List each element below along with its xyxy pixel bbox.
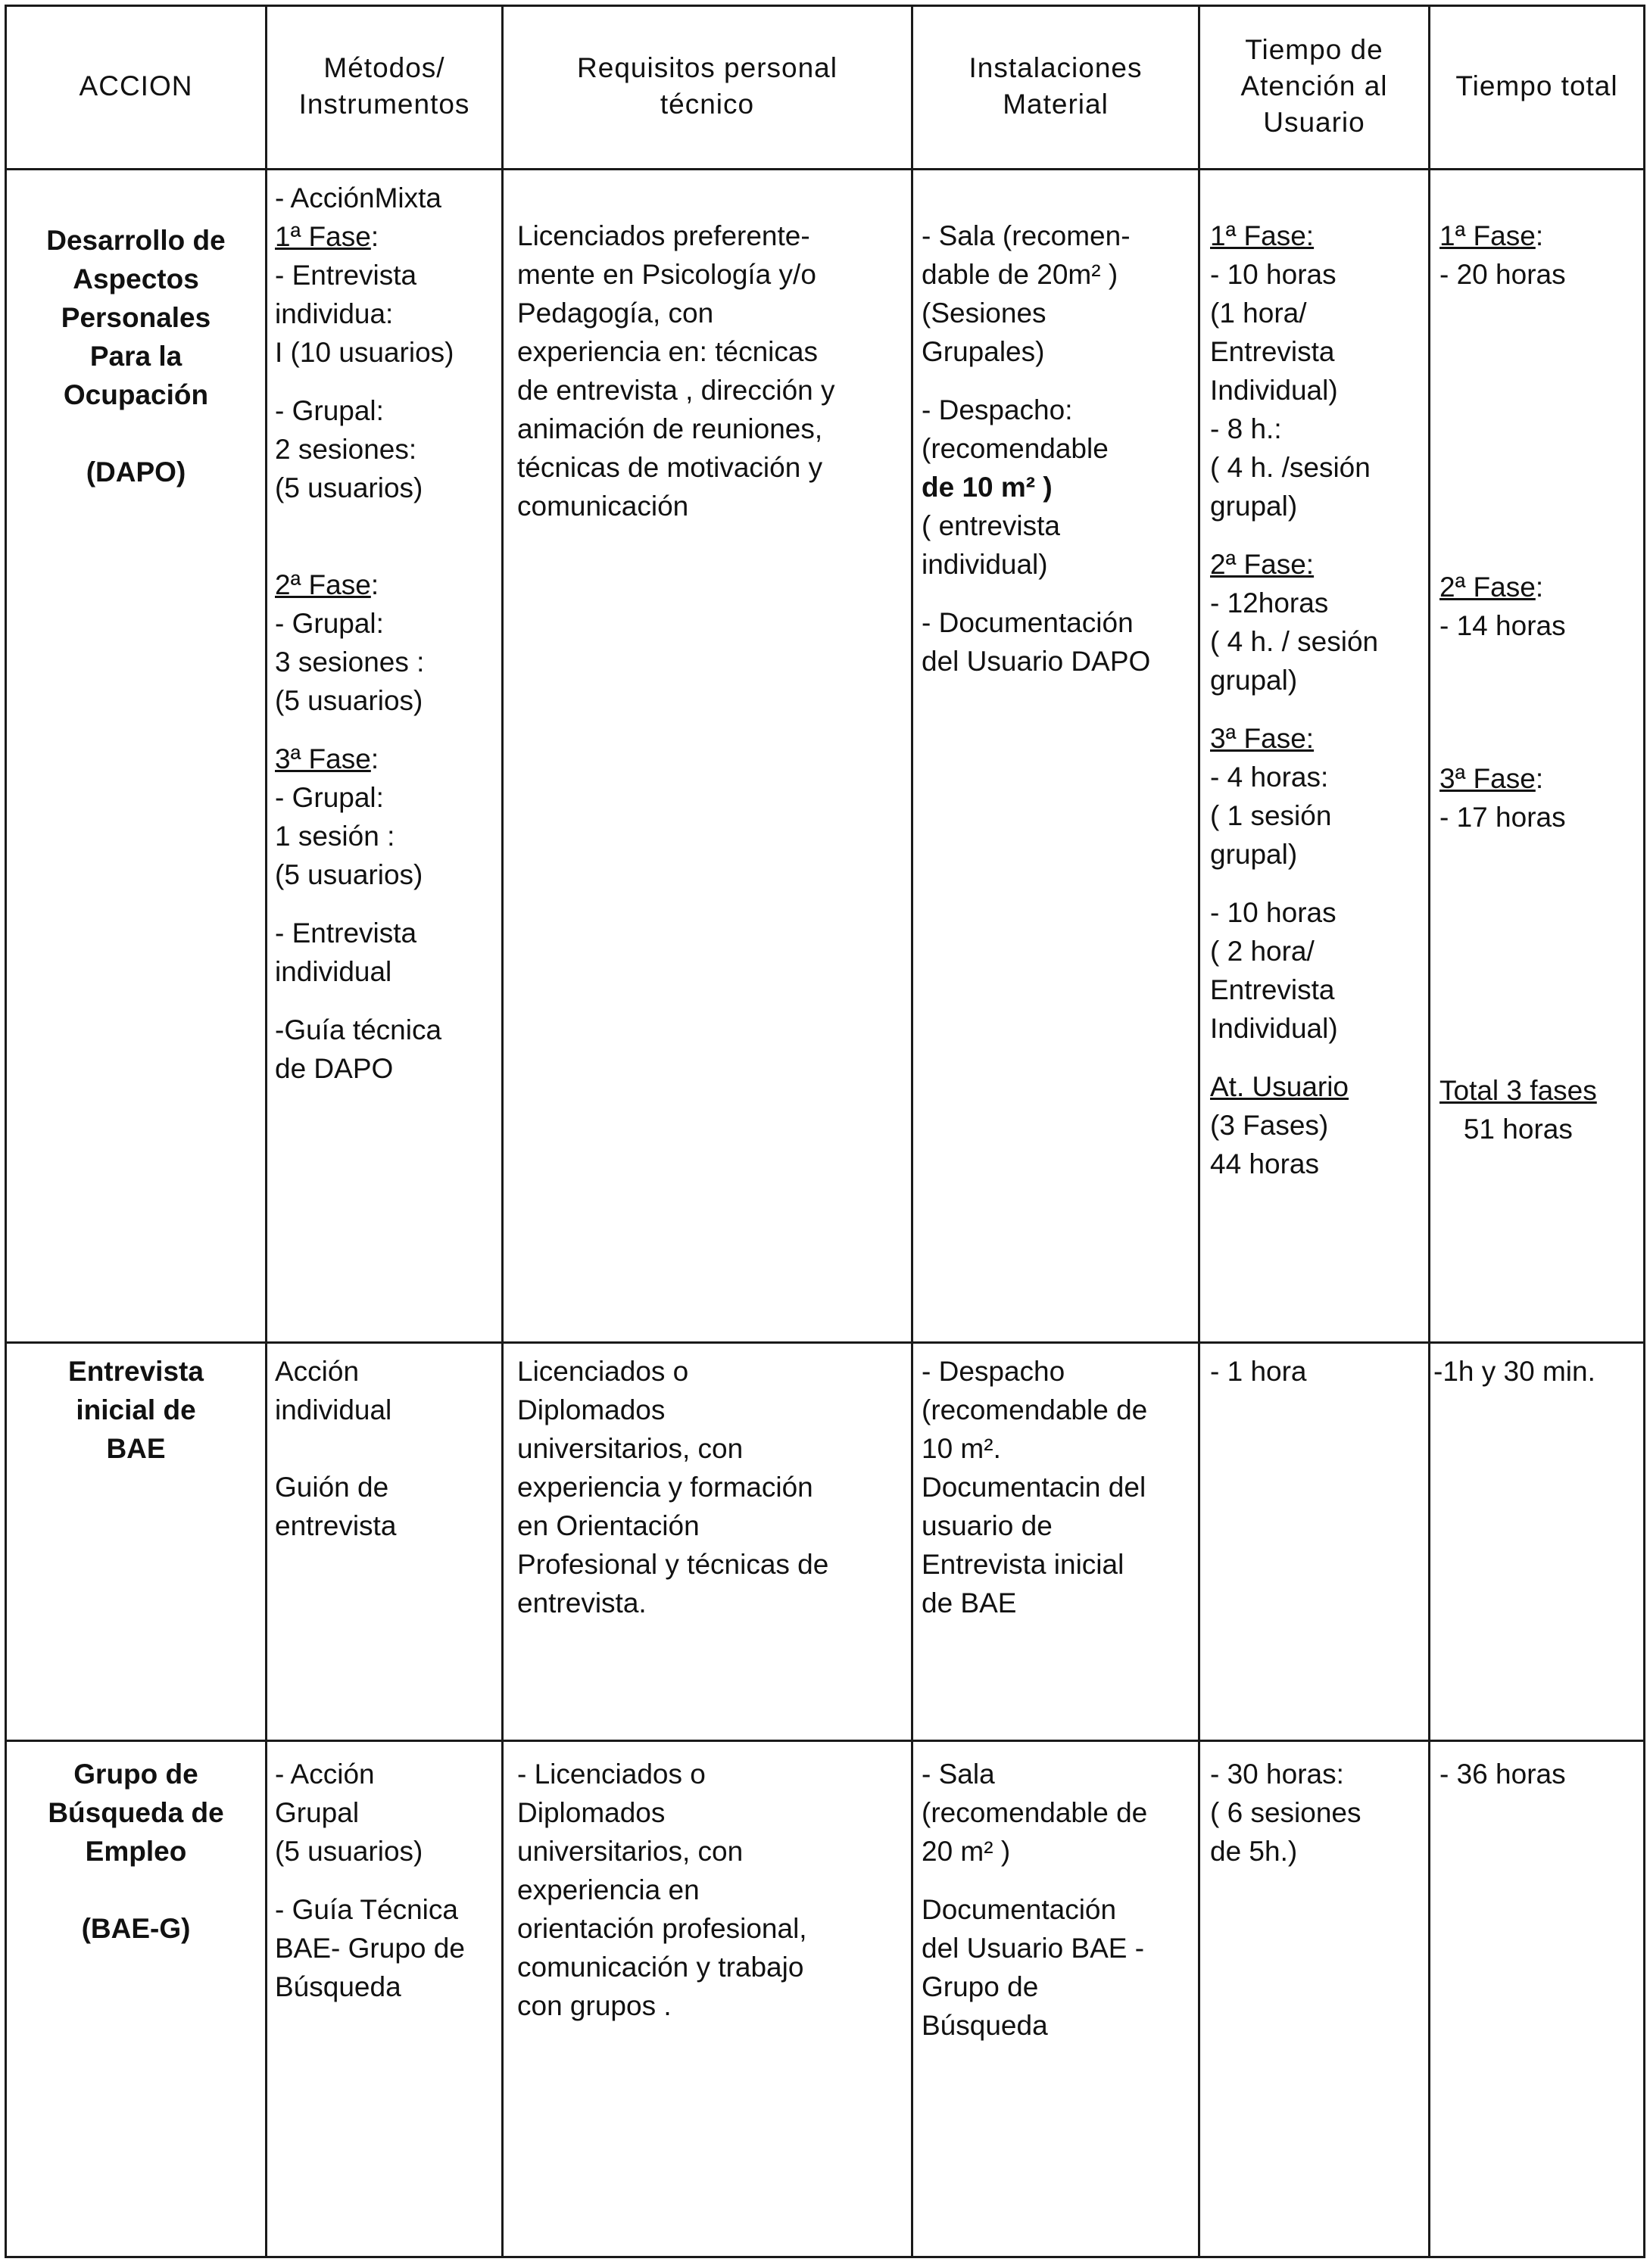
row1-metodos-fase2 — [275, 565, 454, 604]
row3-instalaciones-line: 20 m² ) — [922, 1836, 1011, 1867]
row1-requisitos-line: animación de reuniones, — [517, 413, 823, 444]
row1-instalaciones-line: - Despacho: — [922, 394, 1073, 425]
spacer — [275, 372, 454, 391]
row1-requisitos-line: comunicación — [517, 491, 689, 522]
row2-total-value: -1h y 30 min. — [1433, 1356, 1595, 1387]
header-instalaciones — [913, 6, 1198, 167]
spacer — [275, 991, 454, 1011]
row1-metodos-line: individual — [275, 956, 392, 987]
header-metodos-line: Instrumentos — [298, 89, 470, 120]
spacer — [275, 507, 454, 546]
row2-accion-line: Entrevista — [68, 1356, 204, 1387]
spacer — [7, 1871, 265, 1909]
row3-requisitos — [517, 1755, 807, 2025]
row1-metodos-line: 3 sesiones : — [275, 646, 425, 678]
fase-colon: : — [1535, 572, 1544, 603]
row1-metodos-line: 1 sesión : — [275, 821, 395, 852]
row2-instalaciones-line: (recomendable de — [922, 1394, 1148, 1425]
row1-atencion-line: ( 1 sesión — [1210, 800, 1332, 831]
row1-requisitos-line: experiencia en: técnicas — [517, 336, 818, 367]
header-requisitos-line: Requisitos personal — [577, 52, 837, 83]
row1-instalaciones-line: - Documentación — [922, 607, 1134, 638]
row2-metodos-line: Guión de — [275, 1472, 389, 1503]
row1-atencion-line: Individual) — [1210, 1013, 1338, 1044]
header-tiempo-atencion-line: Tiempo de — [1245, 34, 1383, 65]
header-accion-label: ACCION — [79, 70, 193, 101]
row1-instalaciones-line: ( entrevista — [922, 510, 1061, 541]
header-tiempo-atencion — [1200, 6, 1428, 167]
row3-metodos-line: BAE- Grupo de — [275, 1933, 465, 1964]
col-divider-5 — [1428, 5, 1430, 2258]
row3-metodos-line: Búsqueda — [275, 1971, 401, 2002]
header-tiempo-atencion-line: Atención al — [1240, 70, 1388, 101]
header-instalaciones-line: Instalaciones — [968, 52, 1143, 83]
row2-requisitos-line: entrevista. — [517, 1587, 647, 1618]
row3-accion-line: Grupo de — [73, 1759, 198, 1790]
row1-accion-line: Aspectos — [73, 263, 199, 294]
row3-requisitos-line: con grupos . — [517, 1990, 672, 2021]
row2-requisitos-line: experiencia y formación — [517, 1472, 813, 1503]
row2-requisitos-line: en Orientación — [517, 1510, 700, 1541]
row1-requisitos-line: Pedagogía, con — [517, 298, 714, 329]
row3-requisitos-line: comunicación y trabajo — [517, 1952, 804, 1983]
row2-instalaciones-line: Entrevista inicial — [922, 1549, 1124, 1580]
row1-metodos-line: - Grupal: — [275, 608, 384, 639]
fase-label: 3ª Fase — [1439, 763, 1536, 794]
table-border-right — [1643, 5, 1645, 2258]
row1-instalaciones-line: (Sesiones — [922, 298, 1046, 329]
row1-tiempo-total-f1 — [1439, 217, 1566, 294]
row1-atencion-line: ( 4 h. / sesión — [1210, 626, 1379, 657]
fase-label: 2ª Fase — [1439, 572, 1536, 603]
spacer — [275, 546, 454, 565]
row1-instalaciones-line: Grupales) — [922, 336, 1045, 367]
total-value: 51 horas — [1463, 1114, 1573, 1145]
row1-atencion-line: - 10 horas — [1210, 897, 1337, 928]
row2-accion-line: BAE — [106, 1433, 166, 1464]
row2-instalaciones-line: de BAE — [922, 1587, 1017, 1618]
row3-metodos-line: - Guía Técnica — [275, 1894, 458, 1925]
row1-tiempo-total-sum — [1439, 1071, 1597, 1148]
row1-metodos — [275, 179, 454, 1088]
header-requisitos — [504, 6, 911, 167]
row2-requisitos-line: Diplomados — [517, 1394, 666, 1425]
row1-metodos-line: - Grupal: — [275, 782, 384, 813]
row1-accion-line: (DAPO) — [86, 456, 186, 488]
row2-tiempo-total — [1433, 1352, 1595, 1391]
row3-atencion-line: - 30 horas: — [1210, 1759, 1344, 1790]
row1-requisitos-line: mente en Psicología y/o — [517, 259, 816, 290]
row1-instalaciones-line: del Usuario DAPO — [922, 646, 1151, 677]
col-divider-3 — [911, 5, 913, 2258]
row1-metodos-line: - Entrevista — [275, 260, 417, 291]
row3-requisitos-line: orientación profesional, — [517, 1913, 807, 1944]
header-tiempo-atencion-line: Usuario — [1263, 107, 1365, 138]
row1-metodos-line: individua: — [275, 298, 394, 329]
row1-instalaciones-line: de 10 m² ) — [922, 472, 1053, 503]
row2-metodos-line: individual — [275, 1394, 392, 1425]
row1-tiempo-total-f3 — [1439, 759, 1566, 836]
row1-metodos-fase1 — [275, 217, 454, 256]
row3-instalaciones — [922, 1755, 1147, 2045]
row2-instalaciones-line: Documentacin del — [922, 1472, 1146, 1503]
row2-metodos — [275, 1352, 396, 1545]
row3-accion-line: (BAE-G) — [81, 1913, 191, 1944]
row3-requisitos-line: Diplomados — [517, 1797, 666, 1828]
row2-instalaciones-line: usuario de — [922, 1510, 1053, 1541]
fase-colon: : — [370, 743, 379, 774]
row-divider-2 — [5, 1740, 1645, 1742]
row3-tiempo-atencion — [1210, 1755, 1361, 1871]
row3-metodos-line: Grupal — [275, 1797, 360, 1828]
header-metodos-line: Métodos/ — [323, 52, 445, 83]
row3-accion-line: Búsqueda de — [48, 1797, 224, 1828]
row2-accion — [7, 1352, 265, 1468]
spacer — [1210, 874, 1378, 893]
row1-atencion-line: - 8 h.: — [1210, 413, 1282, 444]
row3-atencion-line: de 5h.) — [1210, 1836, 1298, 1867]
row1-instalaciones-line: individual) — [922, 549, 1048, 580]
row-divider-1 — [5, 1341, 1645, 1344]
row1-metodos-line: 2 sesiones: — [275, 434, 417, 465]
row3-requisitos-line: - Licenciados o — [517, 1759, 706, 1790]
row1-requisitos-line: Licenciados preferente- — [517, 220, 810, 251]
row3-accion — [7, 1755, 265, 1948]
spacer — [275, 894, 454, 914]
row1-atencion-line: Entrevista — [1210, 336, 1335, 367]
row2-requisitos-line: universitarios, con — [517, 1433, 744, 1464]
row1-atencion-line: (3 Fases) — [1210, 1110, 1329, 1141]
row2-instalaciones — [922, 1352, 1147, 1622]
row3-requisitos-line: universitarios, con — [517, 1836, 744, 1867]
row1-accion-line: Personales — [61, 302, 211, 333]
fase-colon: : — [1535, 220, 1544, 251]
row1-atencion-line: ( 4 h. /sesión — [1210, 452, 1371, 483]
row1-tiempo-total-f2 — [1439, 568, 1566, 645]
col-divider-1 — [265, 5, 267, 2258]
header-accion — [7, 6, 265, 167]
header-metodos — [267, 6, 501, 167]
row3-atencion-line: ( 6 sesiones — [1210, 1797, 1361, 1828]
row3-instalaciones-line: Grupo de — [922, 1971, 1039, 2002]
row1-accion — [7, 221, 265, 491]
row3-instalaciones-line: del Usuario BAE - — [922, 1933, 1145, 1964]
spacer — [1210, 699, 1378, 719]
row3-accion-line: Empleo — [85, 1836, 187, 1867]
fase-colon: : — [370, 569, 379, 600]
row1-atencion-line: - 4 horas: — [1210, 762, 1329, 793]
row3-metodos-line: (5 usuarios) — [275, 1836, 423, 1867]
row1-atencion-line: Entrevista — [1210, 974, 1335, 1005]
fase-label: 3ª Fase — [275, 743, 371, 774]
fase-colon: : — [1535, 763, 1544, 794]
total-value: - 20 horas — [1439, 259, 1566, 290]
row1-atencion-line: 44 horas — [1210, 1148, 1319, 1179]
fase-label: 1ª Fase: — [1210, 220, 1315, 251]
row1-metodos-line: (5 usuarios) — [275, 685, 423, 716]
row1-metodos-fase3 — [275, 740, 454, 778]
row1-atencion-line: grupal) — [1210, 839, 1298, 870]
header-requisitos-line: técnico — [660, 89, 755, 120]
total-fases-label: Total 3 fases — [1439, 1075, 1597, 1106]
spacer — [922, 371, 1150, 391]
header-divider — [5, 168, 1645, 170]
spacer — [922, 584, 1150, 603]
row3-instalaciones-line: - Sala — [922, 1759, 995, 1790]
row3-requisitos-line: experiencia en — [517, 1874, 700, 1905]
col-divider-2 — [501, 5, 504, 2258]
row1-metodos-line: (5 usuarios) — [275, 472, 423, 503]
row1-atencion-line: ( 2 hora/ — [1210, 936, 1315, 967]
fase-label: 2ª Fase — [275, 569, 371, 600]
row1-metodos-line: - Entrevista — [275, 917, 417, 949]
row3-tiempo-total — [1439, 1755, 1566, 1793]
row1-metodos-line: -Guía técnica — [275, 1014, 442, 1045]
row1-requisitos-line: de entrevista , dirección y — [517, 375, 835, 406]
row2-requisitos-line: Licenciados o — [517, 1356, 689, 1387]
row1-atencion-line: - 12horas — [1210, 587, 1329, 618]
row2-requisitos — [517, 1352, 828, 1622]
row1-atencion-line: grupal) — [1210, 665, 1298, 696]
row3-total-value: - 36 horas — [1439, 1759, 1566, 1790]
header-tiempo-total-label: Tiempo total — [1455, 70, 1618, 101]
total-value: - 17 horas — [1439, 802, 1566, 833]
col-divider-4 — [1198, 5, 1200, 2258]
spacer — [275, 720, 454, 740]
fase-label: 1ª Fase — [1439, 220, 1536, 251]
header-tiempo-total — [1430, 6, 1643, 167]
row1-atencion-line: (1 hora/ — [1210, 298, 1307, 329]
fase-label: 2ª Fase: — [1210, 549, 1315, 580]
row1-metodos-line: - AcciónMixta — [275, 182, 442, 213]
header-instalaciones-line: Material — [1003, 89, 1109, 120]
row1-instalaciones-line: - Sala (recomen- — [922, 220, 1131, 251]
row2-metodos-line: entrevista — [275, 1510, 397, 1541]
spacer — [922, 1871, 1147, 1890]
row2-atencion-value: - 1 hora — [1210, 1356, 1307, 1387]
row3-instalaciones-line: Documentación — [922, 1894, 1117, 1925]
row1-metodos-line: (5 usuarios) — [275, 859, 423, 890]
spacer — [1210, 525, 1378, 545]
row1-atencion-line: - 10 horas — [1210, 259, 1337, 290]
row3-metodos-line: - Acción — [275, 1759, 375, 1790]
row3-metodos — [275, 1755, 465, 2006]
fase-colon: : — [370, 221, 379, 252]
row1-tiempo-atencion — [1210, 217, 1378, 1183]
table-border-bottom — [5, 2256, 1645, 2258]
row1-metodos-line: - Grupal: — [275, 395, 384, 426]
total-value: - 14 horas — [1439, 610, 1566, 641]
row3-instalaciones-line: (recomendable de — [922, 1797, 1148, 1828]
row1-requisitos — [517, 217, 835, 525]
row1-instalaciones-line: dable de 20m² ) — [922, 259, 1118, 290]
row2-accion-line: inicial de — [76, 1394, 196, 1425]
row1-accion-spacer — [7, 414, 265, 453]
row1-instalaciones-line: (recomendable — [922, 433, 1109, 464]
row1-accion-line: Desarrollo de — [46, 225, 226, 256]
row2-requisitos-line: Profesional y técnicas de — [517, 1549, 829, 1580]
row2-instalaciones-line: 10 m². — [922, 1433, 1001, 1464]
spacer — [275, 1429, 396, 1468]
spacer — [1210, 1048, 1378, 1067]
row2-instalaciones-line: - Despacho — [922, 1356, 1065, 1387]
row3-instalaciones-line: Búsqueda — [922, 2010, 1048, 2041]
row1-metodos-line: de DAPO — [275, 1053, 394, 1084]
row1-atencion-line: grupal) — [1210, 491, 1298, 522]
row1-accion-line: Para la — [89, 341, 182, 372]
at-usuario-label: At. Usuario — [1210, 1071, 1349, 1102]
row1-accion-line: Ocupación — [63, 379, 209, 410]
row2-tiempo-atencion — [1210, 1352, 1307, 1391]
fase-label: 1ª Fase — [275, 221, 371, 252]
row2-metodos-line: Acción — [275, 1356, 360, 1387]
row1-atencion-line: Individual) — [1210, 375, 1338, 406]
spacer — [275, 1871, 465, 1890]
fase-label: 3ª Fase: — [1210, 723, 1315, 754]
row1-requisitos-line: técnicas de motivación y — [517, 452, 823, 483]
row1-metodos-line: I (10 usuarios) — [275, 337, 454, 368]
row1-instalaciones — [922, 217, 1150, 681]
